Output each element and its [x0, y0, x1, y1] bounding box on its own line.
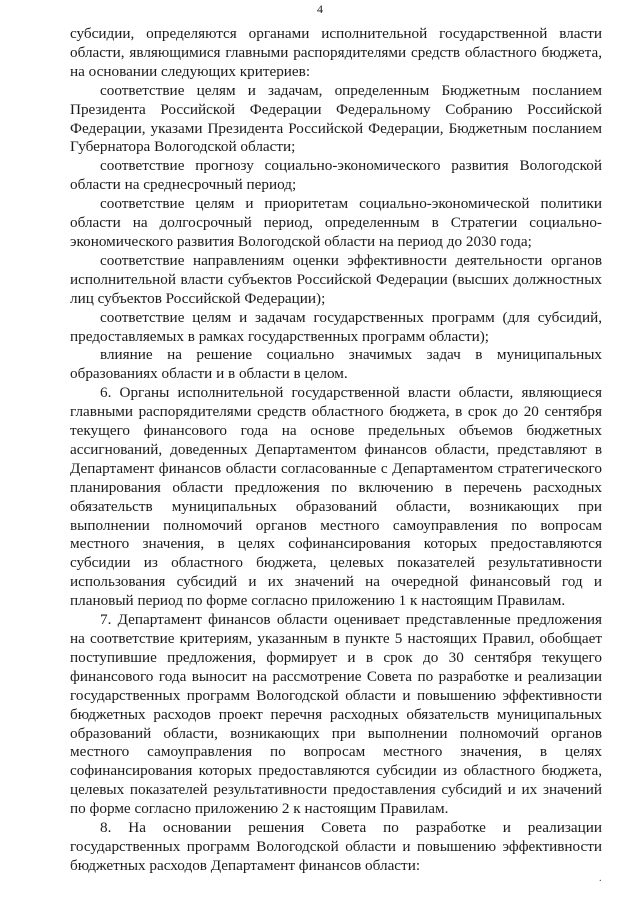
paragraph-criterion-programs: соответствие целям и задачам государственных программ (для субсидий, предоставляемых в рамках государственных программ области); — [70, 308, 602, 345]
paragraph-criterion-budget-message: соответствие целям и задачам, определенным Бюджетным посланием Президента Российской Федерации Федеральному Собранию Российской Федерации, указами Президента Российской Федерации, Бюджетным посланием Губернатора Вологодской области; — [70, 81, 602, 156]
page-number: 4 — [317, 2, 323, 16]
paragraph-criterion-social-tasks: влияние на решение социально значимых задач в муниципальных образованиях области и в области в целом. — [70, 346, 602, 383]
document-body — [70, 25, 602, 876]
paragraph-item-8: 8. На основании решения Совета по разработке и реализации государственных программ Вологодской области и повышению эффективности бюджетных расходов Департамент финансов области: — [70, 819, 602, 874]
paragraph-criterion-strategy: соответствие целям и приоритетам социально-экономической политики области на долгосрочный период, определенным в Стратегии социально-экономического развития Вологодской области на период до 2030 года; — [70, 195, 602, 250]
scan-mark: · — [598, 876, 602, 887]
paragraph-criterion-forecast: соответствие прогнозу социально-экономического развития Вологодской области на среднесрочный период; — [70, 157, 602, 194]
paragraph-item-6: 6. Органы исполнительной государственной власти области, являющиеся главными распорядителями средств областного бюджета, в срок до 20 сентября текущего финансового года на основе предельных объемов бюджетных ассигнований, доведенных Департаментом финансов области, представляют в Департамент финансов области согласованные с Департаментом стратегического планирования области предложения по включению в перечень расходных обязательств муниципальных образований области, возникающих при выполнении полномочий органов местного самоуправления по вопросам местного значения, в целях софинансирования которых предоставляются субсидии из областного бюджета, целевых показателей результативности использования субсидий и их значений на очередной финансовый год и плановый период по форме согласно приложению 1 к настоящим Правилам. — [70, 384, 602, 610]
paragraph-subsidies-intro: субсидии, определяются органами исполнительной государственной власти области, являющимися главными распорядителями средств областного бюджета, на основании следующих критериев: — [70, 25, 602, 80]
paragraph-item-7: 7. Департамент финансов области оценивает представленные предложения на соответствие критериям, указанным в пункте 5 настоящих Правил, обобщает поступившие предложения, формирует и в срок до 30 сентября текущего финансового года выносит на рассмотрение Совета по разработке и реализации государственных программ Вологодской области и повышению эффективности бюджетных расходов проект перечня расходных обязательств муниципальных образований области, возникающих при выполнении полномочий органов местного самоуправления по вопросам местного значения, в целях софинансирования которых предоставляются субсидии из областного бюджета, целевых показателей результативности предоставления субсидий и их значений по форме согласно приложению 2 к настоящим Правилам. — [70, 611, 602, 818]
paragraph-criterion-efficiency: соответствие направлениям оценки эффективности деятельности органов исполнительной власти субъектов Российской Федерации (высших должностных лиц субъектов Российской Федерации); — [70, 251, 602, 307]
